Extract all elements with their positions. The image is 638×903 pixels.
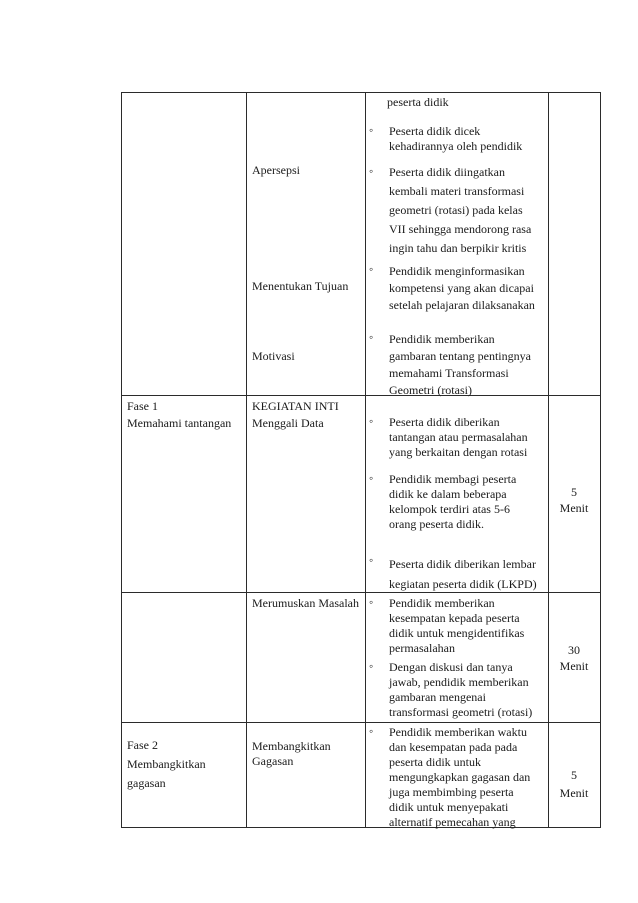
bullet-line: setelah pelajaran dilaksanakan bbox=[389, 298, 535, 312]
continuation-text: peserta didik bbox=[387, 95, 449, 109]
bullet-diskusi bbox=[389, 660, 532, 720]
table-border-left bbox=[121, 92, 122, 828]
bullet-line: geometri (rotasi) pada kelas bbox=[389, 203, 523, 217]
bullet-identifikasi bbox=[389, 596, 524, 656]
bullet-line: ◦ Dengan diskusi dan tanya bbox=[389, 660, 513, 674]
bullet-line: ◦ Pendidik memberikan waktu bbox=[389, 725, 527, 739]
duration-fase2 bbox=[548, 766, 600, 802]
bullet-line: yang berkaitan dengan rotasi bbox=[389, 445, 528, 459]
bullet-line: permasalahan bbox=[389, 641, 455, 655]
table-border-right bbox=[600, 92, 601, 828]
bullet-line: gambaran mengenai bbox=[389, 690, 486, 704]
bullet-line: Geometri (rotasi) bbox=[389, 383, 472, 397]
bullet-line: ◦ Pendidik menginformasikan bbox=[389, 264, 525, 278]
bullet-line: kembali materi transformasi bbox=[389, 184, 525, 198]
table-border-top bbox=[121, 92, 601, 93]
bullet-line: didik untuk menyepakati bbox=[389, 800, 509, 814]
activity-heading: KEGIATAN INTI bbox=[252, 399, 339, 413]
phase-fase2 bbox=[127, 736, 206, 793]
activity-menggali-data bbox=[252, 398, 339, 432]
bullet-kelompok bbox=[389, 472, 516, 532]
bullet-line: didik ke dalam beberapa bbox=[389, 487, 507, 501]
bullet-line: didik untuk mengidentifikas bbox=[389, 626, 525, 640]
bullet-line: ◦ Peserta didik diberikan lembar bbox=[389, 557, 536, 571]
bullet-line: peserta didik untuk bbox=[389, 755, 481, 769]
activity-label: Membangkitkan bbox=[252, 739, 331, 753]
bullet-line: jawab, pendidik memberikan bbox=[389, 675, 529, 689]
bullet-line: kehadirannya oleh pendidik bbox=[389, 139, 523, 153]
bullet-motivasi bbox=[389, 331, 531, 399]
bullet-line: ◦ Peserta didik diingatkan bbox=[389, 165, 505, 179]
bullet-line: ◦ Pendidik membagi peserta bbox=[389, 472, 517, 486]
bullet-line: kesempatan kepada peserta bbox=[389, 611, 520, 625]
phase-subtitle: Membangkitkan bbox=[127, 757, 206, 771]
bullet-line: dan kesempatan pada pada bbox=[389, 740, 518, 754]
bullet-line: alternatif pemecahan yang bbox=[389, 815, 516, 829]
bullet-line: mengungkapkan gagasan dan bbox=[389, 770, 531, 784]
table-divider-col3 bbox=[548, 92, 549, 828]
bullet-line: transformasi geometri (rotasi) bbox=[389, 705, 533, 719]
bullet-waktu-gagasan bbox=[389, 725, 530, 830]
bullet-tujuan bbox=[389, 263, 535, 314]
bullet-line: ◦ Pendidik memberikan bbox=[389, 596, 495, 610]
bullet-line: orang peserta didik. bbox=[389, 517, 484, 531]
bullet-line: ◦ Peserta didik diberikan bbox=[389, 415, 500, 429]
duration-masalah bbox=[548, 642, 600, 674]
bullet-ingat-materi bbox=[389, 163, 531, 258]
phase-title: Fase 2 bbox=[127, 738, 158, 752]
bullet-line: VII sehingga mendorong rasa bbox=[389, 222, 532, 236]
bullet-line: kegiatan peserta didik (LKPD) bbox=[389, 577, 537, 591]
activity-label: Menggali Data bbox=[252, 416, 324, 430]
duration-unit: Menit bbox=[559, 659, 589, 673]
table-divider-col2 bbox=[365, 92, 366, 828]
bullet-line: ◦ Pendidik memberikan bbox=[389, 332, 495, 346]
activity-membangkitkan-gagasan bbox=[252, 739, 331, 769]
phase-subtitle-2: gagasan bbox=[127, 776, 166, 790]
row-divider-fase2 bbox=[121, 722, 601, 723]
bullet-line: ◦ Peserta didik dicek bbox=[389, 124, 481, 138]
duration-value: 30 bbox=[568, 643, 580, 657]
duration-value: 5 bbox=[571, 485, 577, 499]
bullet-line: memahami Transformasi bbox=[389, 366, 509, 380]
bullet-cek-kehadiran bbox=[389, 124, 522, 154]
bullet-line: kelompok terdiri atas 5-6 bbox=[389, 502, 510, 516]
label-motivasi: Motivasi bbox=[252, 349, 295, 363]
label-apersepsi: Apersepsi bbox=[252, 163, 300, 177]
phase-fase1 bbox=[127, 398, 231, 432]
label-menentukan-tujuan: Menentukan Tujuan bbox=[252, 279, 349, 293]
phase-subtitle: Memahami tantangan bbox=[127, 416, 232, 430]
bullet-line: juga membimbing peserta bbox=[389, 785, 514, 799]
bullet-lkpd bbox=[389, 554, 537, 594]
activity-label-2: Gagasan bbox=[252, 754, 294, 768]
bullet-tantangan bbox=[389, 415, 528, 460]
bullet-line: ingin tahu dan berpikir kritis bbox=[389, 241, 527, 255]
duration-fase1 bbox=[548, 484, 600, 516]
bullet-line: kompetensi yang akan dicapai bbox=[389, 281, 534, 295]
activity-merumuskan-masalah: Merumuskan Masalah bbox=[252, 596, 359, 610]
table-divider-col1 bbox=[246, 92, 247, 828]
duration-unit: Menit bbox=[559, 501, 589, 515]
phase-title: Fase 1 bbox=[127, 399, 158, 413]
bullet-line: tantangan atau permasalahan bbox=[389, 430, 528, 444]
duration-value: 5 bbox=[571, 768, 577, 782]
duration-unit: Menit bbox=[559, 786, 589, 800]
bullet-line: gambaran tentang pentingnya bbox=[389, 349, 531, 363]
